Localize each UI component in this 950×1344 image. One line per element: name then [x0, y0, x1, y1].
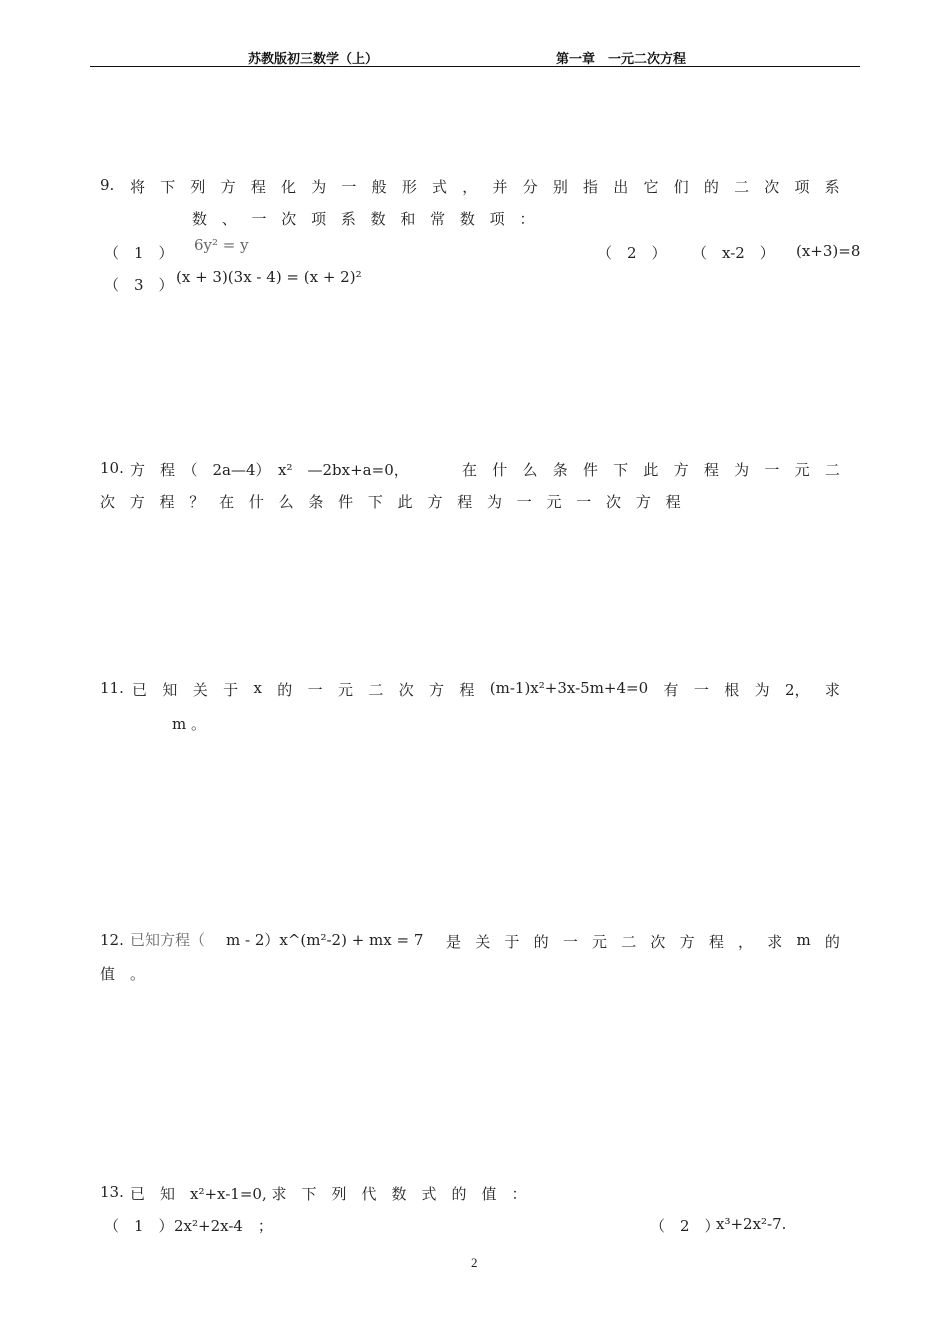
q11-line1-char: 于: [223, 681, 239, 699]
q9-part3-label: （ 3 ）: [104, 276, 174, 294]
q9-line1-char: 次: [764, 178, 780, 196]
q13-part1-label: （ 1 ）: [104, 1217, 174, 1235]
q12-line1-char: m: [796, 931, 811, 949]
q9-line1: [130, 176, 840, 197]
q9-line1-char: ，: [462, 178, 478, 196]
q11-line1-char: 有: [663, 681, 679, 699]
q9-line2: 数 、 一 次 项 系 数 和 常 数 项 ：: [192, 210, 535, 228]
q9-line1-char: 别: [552, 178, 568, 196]
q12-line1-char: ，: [738, 933, 754, 951]
q11-line1-char: 2，: [784, 681, 810, 699]
q9-line1-char: 的: [703, 178, 719, 196]
q13-number: 13.: [100, 1183, 124, 1201]
q12-line1-char: 元: [592, 933, 608, 951]
q12-line1-char: 次: [650, 933, 666, 951]
q11-line1-char: 关: [192, 681, 208, 699]
q9-line1-char: 为: [311, 178, 327, 196]
header-right-title: 第一章 一元二次方程: [556, 52, 687, 67]
q13-part1-expression: 2x²+2x-4 ；: [174, 1217, 273, 1235]
q12-line1-char: 二: [621, 933, 637, 951]
q10-line1-char: 么: [522, 461, 538, 479]
q10-line1-char: 件: [582, 461, 598, 479]
q9-number: 9.: [100, 176, 115, 194]
q12-line1-char: 求: [767, 933, 783, 951]
q11-line1-char: 元: [337, 681, 353, 699]
q10-line1-left: 方 程 （ 2a—4） x² —2bx+a=0，: [130, 461, 409, 479]
q9-line1-char: 形: [401, 178, 417, 196]
q10-line1-char: 在: [462, 461, 478, 479]
q9-line1-char: 式: [432, 178, 448, 196]
header-left-title: 苏教版初三数学（上）: [248, 52, 379, 67]
q12-line1-char: 方: [679, 933, 695, 951]
q10-line1-char: 方: [673, 461, 689, 479]
q10-line1-char: 元: [794, 461, 810, 479]
q12-line1-char: 一: [562, 933, 578, 951]
q11-line1-char: (m-1)x²+3x-5m+4=0: [489, 679, 649, 697]
q12-line1-char: 于: [504, 933, 520, 951]
q9-line1-char: 并: [492, 178, 508, 196]
q12-line1-char: 的: [824, 933, 840, 951]
q9-line1-char: 下: [160, 178, 176, 196]
q10-line2: 次 方 程 ？ 在 什 么 条 件 下 此 方 程 为 一 元 一 次 方 程: [100, 493, 681, 511]
q13-part2-expression: x³+2x²-7.: [716, 1215, 787, 1233]
q12-line1-char: 关: [475, 933, 491, 951]
q11-line1-char: 一: [693, 681, 709, 699]
q12-number: 12.: [100, 931, 124, 949]
q9-line1-char: 们: [673, 178, 689, 196]
q11-line1-char: 程: [459, 681, 475, 699]
q11-line1-char: 一: [307, 681, 323, 699]
q11-number: 11.: [100, 679, 124, 697]
header-rule: [90, 66, 860, 67]
q11-line1: [132, 679, 840, 700]
q12-line1-char: 的: [533, 933, 549, 951]
q9-line1-char: 它: [643, 178, 659, 196]
q10-line1-char: 条: [552, 461, 568, 479]
q9-line1-char: 二: [734, 178, 750, 196]
q13-line1: 已 知 x²+x-1=0, 求 下 列 代 数 式 的 值 ：: [130, 1185, 527, 1203]
q12-line2: 值 。: [100, 965, 146, 983]
q10-line1-right: [462, 459, 840, 480]
q11-line1-char: 求: [824, 681, 840, 699]
q11-line1-char: 为: [754, 681, 770, 699]
q12-line1-char: 程: [708, 933, 724, 951]
q10-line1-char: 二: [824, 461, 840, 479]
q12-prefix: 已知方程（: [130, 931, 206, 949]
q12-equation: m - 2）x^(m²-2) + mx = 7: [226, 931, 424, 949]
q10-line1-char: 程: [703, 461, 719, 479]
q9-line1-char: 列: [190, 178, 206, 196]
q9-line1-char: 方: [220, 178, 236, 196]
q9-line1-char: 程: [250, 178, 266, 196]
q9-part1-equation-text: 6y² = y: [194, 236, 249, 254]
q9-part1-equation: [194, 236, 249, 254]
q9-part2-eq-a: （ x-2 ）: [692, 244, 775, 262]
q9-line1-char: 将: [130, 178, 146, 196]
q11-line1-char: x: [253, 679, 262, 697]
q9-line1-char: 项: [794, 178, 810, 196]
q11-line1-char: 方: [429, 681, 445, 699]
q11-line1-char: 已: [132, 681, 148, 699]
q9-part3-equation: (x + 3)(3x - 4) = (x + 2)²: [176, 268, 362, 286]
q11-line1-char: 次: [398, 681, 414, 699]
q11-line1-char: 根: [724, 681, 740, 699]
q11-line1-char: 的: [277, 681, 293, 699]
q11-line2: m 。: [172, 715, 206, 733]
q12-line1-char: 是: [446, 933, 462, 951]
q10-line1-char: 为: [734, 461, 750, 479]
q10-number: 10.: [100, 459, 124, 477]
q9-line1-char: 化: [281, 178, 297, 196]
q9-part2-label: （ 2 ）: [597, 244, 667, 262]
q13-part2-label: （ 2 ）: [650, 1217, 720, 1235]
q9-line1-char: 出: [613, 178, 629, 196]
q10-line1-char: 什: [492, 461, 508, 479]
q9-line1-char: 一: [341, 178, 357, 196]
q9-line1-char: 系: [824, 178, 840, 196]
q10-line1-char: 一: [764, 461, 780, 479]
q9-line1-char: 般: [371, 178, 387, 196]
q9-line1-char: 指: [583, 178, 599, 196]
page-number: 2: [471, 1255, 478, 1270]
q10-line1-char: 此: [643, 461, 659, 479]
q11-line1-char: 知: [162, 681, 178, 699]
q9-line1-char: 分: [522, 178, 538, 196]
q10-line1-char: 下: [613, 461, 629, 479]
q12-line1-right: [446, 931, 840, 952]
q9-part2-eq-b: (x+3)=8: [796, 242, 861, 260]
q9-part1-label: （ 1 ）: [104, 244, 174, 262]
q11-line1-char: 二: [368, 681, 384, 699]
